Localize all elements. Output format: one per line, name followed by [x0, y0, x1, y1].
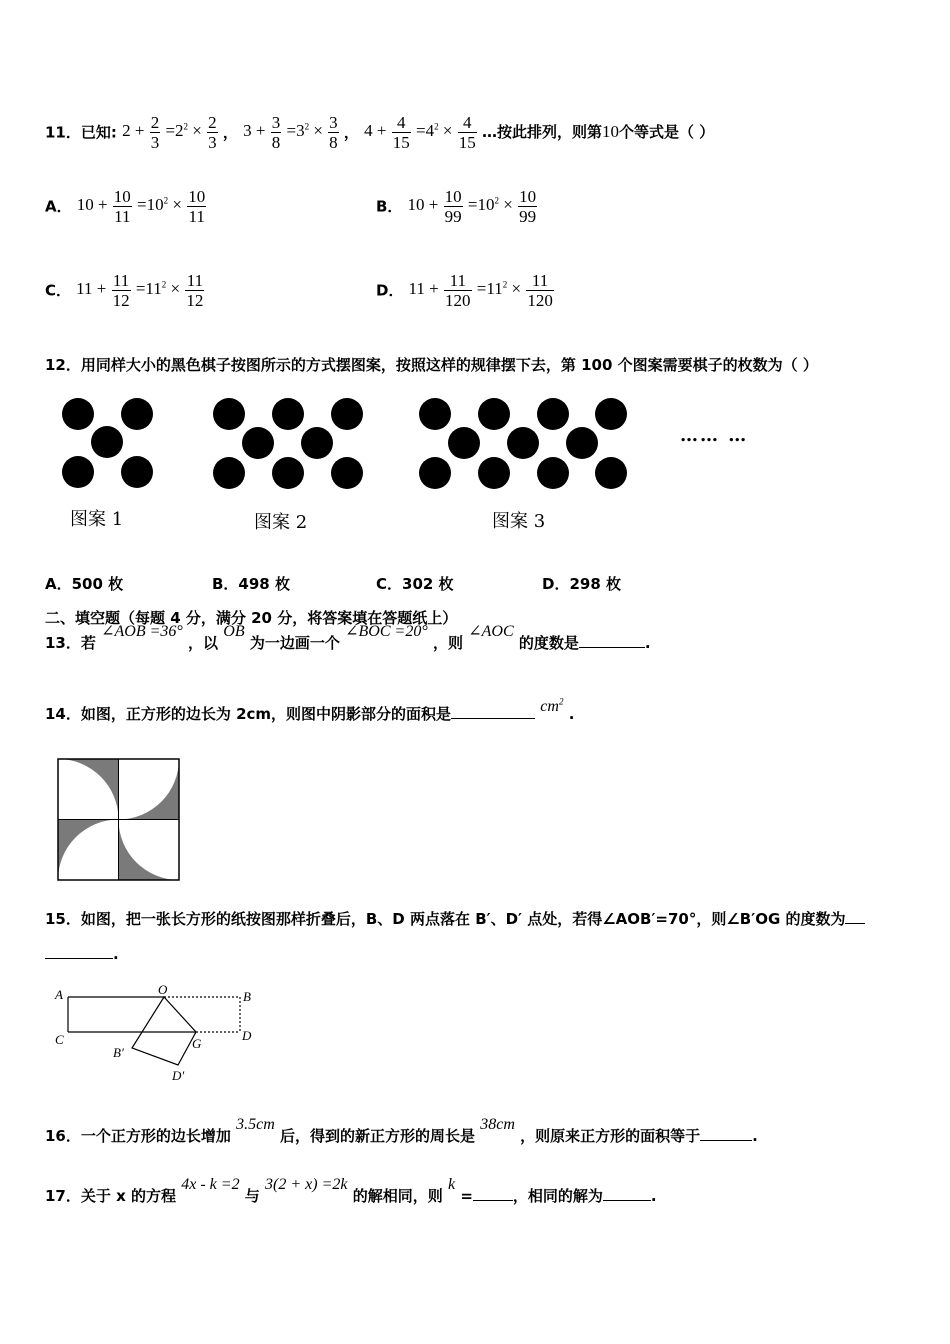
- piece: [331, 398, 363, 430]
- piece: [272, 398, 304, 430]
- piece: [478, 398, 510, 430]
- piece: [213, 398, 245, 430]
- piece: [62, 398, 94, 430]
- piece: [272, 457, 304, 489]
- q12-ellipsis: …… …: [680, 425, 749, 446]
- q15-fold-figure: [50, 985, 270, 1085]
- pattern-1: [62, 398, 153, 488]
- piece: [121, 456, 153, 488]
- q12-option-a[interactable]: A．500 枚: [45, 575, 124, 593]
- piece: [566, 427, 598, 459]
- label-o: O: [158, 985, 168, 997]
- q14-stem: 14．如图，正方形的边长为 2cm，则图中阴影部分的面积是 $cm^2$ .: [45, 696, 575, 723]
- piece: [121, 398, 153, 430]
- shaded-region-tl: [58, 759, 119, 820]
- piece: [331, 457, 363, 489]
- q11-term-2: 3 + $\frac{3}{8}$ $=3^2$ × $\frac{3}{8}$: [243, 113, 338, 152]
- piece: [507, 427, 539, 459]
- piece: [242, 427, 274, 459]
- q11-number: 11．已知:: [45, 123, 117, 142]
- piece: [478, 457, 510, 489]
- q12-option-c[interactable]: C．302 枚: [376, 575, 454, 593]
- label-a: A: [55, 987, 63, 1002]
- label-d: D: [242, 1028, 252, 1043]
- q17-k-blank[interactable]: [473, 1200, 513, 1201]
- label-b: B: [243, 989, 251, 1004]
- q16-stem: 16．一个正方形的边长增加 3.5cm 后，得到的新正方形的周长是 38cm ，则原来正方形的面积等于 .: [45, 1116, 758, 1145]
- q12-caption-1: 图案 1: [70, 509, 124, 530]
- shaded-region-bl: [58, 820, 119, 881]
- piece: [595, 398, 627, 430]
- piece: [419, 398, 451, 430]
- piece: [419, 457, 451, 489]
- label-g: G: [192, 1036, 202, 1051]
- q11-stem: 11．已知: 2 + $\frac{2}{3}$ $=2^2$ × $\frac{2}{3}$ ， 3 + $\frac{3}{8}$ $=3^2$ × $\frac{3}{8}$ ， 4 + $\frac{4}{15}$ $=4^2$ × $\frac{4}{15}$ …按此排列，则第10个等式是（ ）: [45, 113, 715, 152]
- piece: [537, 398, 569, 430]
- q15-stem-line2: .: [45, 945, 119, 963]
- piece: [91, 426, 123, 458]
- q11-option-d[interactable]: D． 11 + $\frac{11}{120}$ $=11^2$ × $\frac{11}{120}$: [376, 271, 553, 310]
- q11-option-a[interactable]: A． 10 + $\frac{10}{11}$ $=10^2$ × $\frac{10}{11}$: [45, 187, 206, 226]
- q11-option-c[interactable]: C． 11 + $\frac{11}{12}$ $=11^2$ × $\frac{11}{12}$: [45, 271, 204, 310]
- q12-caption-2: 图案 2: [254, 512, 308, 533]
- q17-stem: 17．关于 x 的方程 4x - k =2 与 3(2 + x) =2k 的解相同，则 k = ，相同的解为 .: [45, 1176, 657, 1205]
- q17-solution-blank[interactable]: [603, 1200, 651, 1201]
- piece: [301, 427, 333, 459]
- q11-option-b[interactable]: B． 10 + $\frac{10}{99}$ $=10^2$ × $\frac{10}{99}$: [376, 187, 537, 226]
- q12-caption-3: 图案 3: [492, 511, 546, 532]
- q13-stem: 13．若 ∠AOB =36° ，以 OB 为一边画一个 ∠BOC =20° ，则 ∠AOC 的度数是 .: [45, 623, 651, 652]
- section-title: 二、填空题（每题 4 分，满分 20 分，将答案填在答题纸上）: [45, 609, 458, 627]
- q13-answer-blank[interactable]: [579, 647, 645, 648]
- label-c: C: [55, 1032, 64, 1047]
- piece: [62, 456, 94, 488]
- q14-square-figure: [56, 757, 181, 882]
- piece: [448, 427, 480, 459]
- piece: [595, 457, 627, 489]
- piece: [537, 457, 569, 489]
- shaded-region-br: [119, 820, 180, 881]
- q12-option-b[interactable]: B．498 枚: [212, 575, 290, 593]
- pattern-3: [419, 398, 627, 489]
- shaded-region-tr: [119, 759, 180, 820]
- q11-term-1: 2 + $\frac{2}{3}$ $=2^2$ × $\frac{2}{3}$: [122, 113, 217, 152]
- q15-answer-blank[interactable]: [45, 958, 113, 959]
- pattern-2: [213, 398, 363, 489]
- q12-stem: 12．用同样大小的黑色棋子按图所示的方式摆图案，按照这样的规律摆下去，第 100 个图案需要棋子的枚数为（ ）: [45, 356, 818, 374]
- q12-pattern-figure: [50, 390, 770, 540]
- q14-answer-blank[interactable]: [451, 718, 535, 719]
- label-bp: B′: [113, 1045, 124, 1060]
- q11-term-3: 4 + $\frac{4}{15}$ $=4^2$ × $\frac{4}{15}$: [364, 113, 476, 152]
- q16-answer-blank[interactable]: [700, 1140, 752, 1141]
- q15-stem: 15．如图，把一张长方形的纸按图那样折叠后，B、D 两点落在 B′、D′ 点处，若得∠AOB′=70°，则∠B′OG 的度数为: [45, 908, 865, 929]
- label-dp: D′: [172, 1068, 185, 1083]
- q12-option-d[interactable]: D．298 枚: [542, 575, 621, 593]
- piece: [213, 457, 245, 489]
